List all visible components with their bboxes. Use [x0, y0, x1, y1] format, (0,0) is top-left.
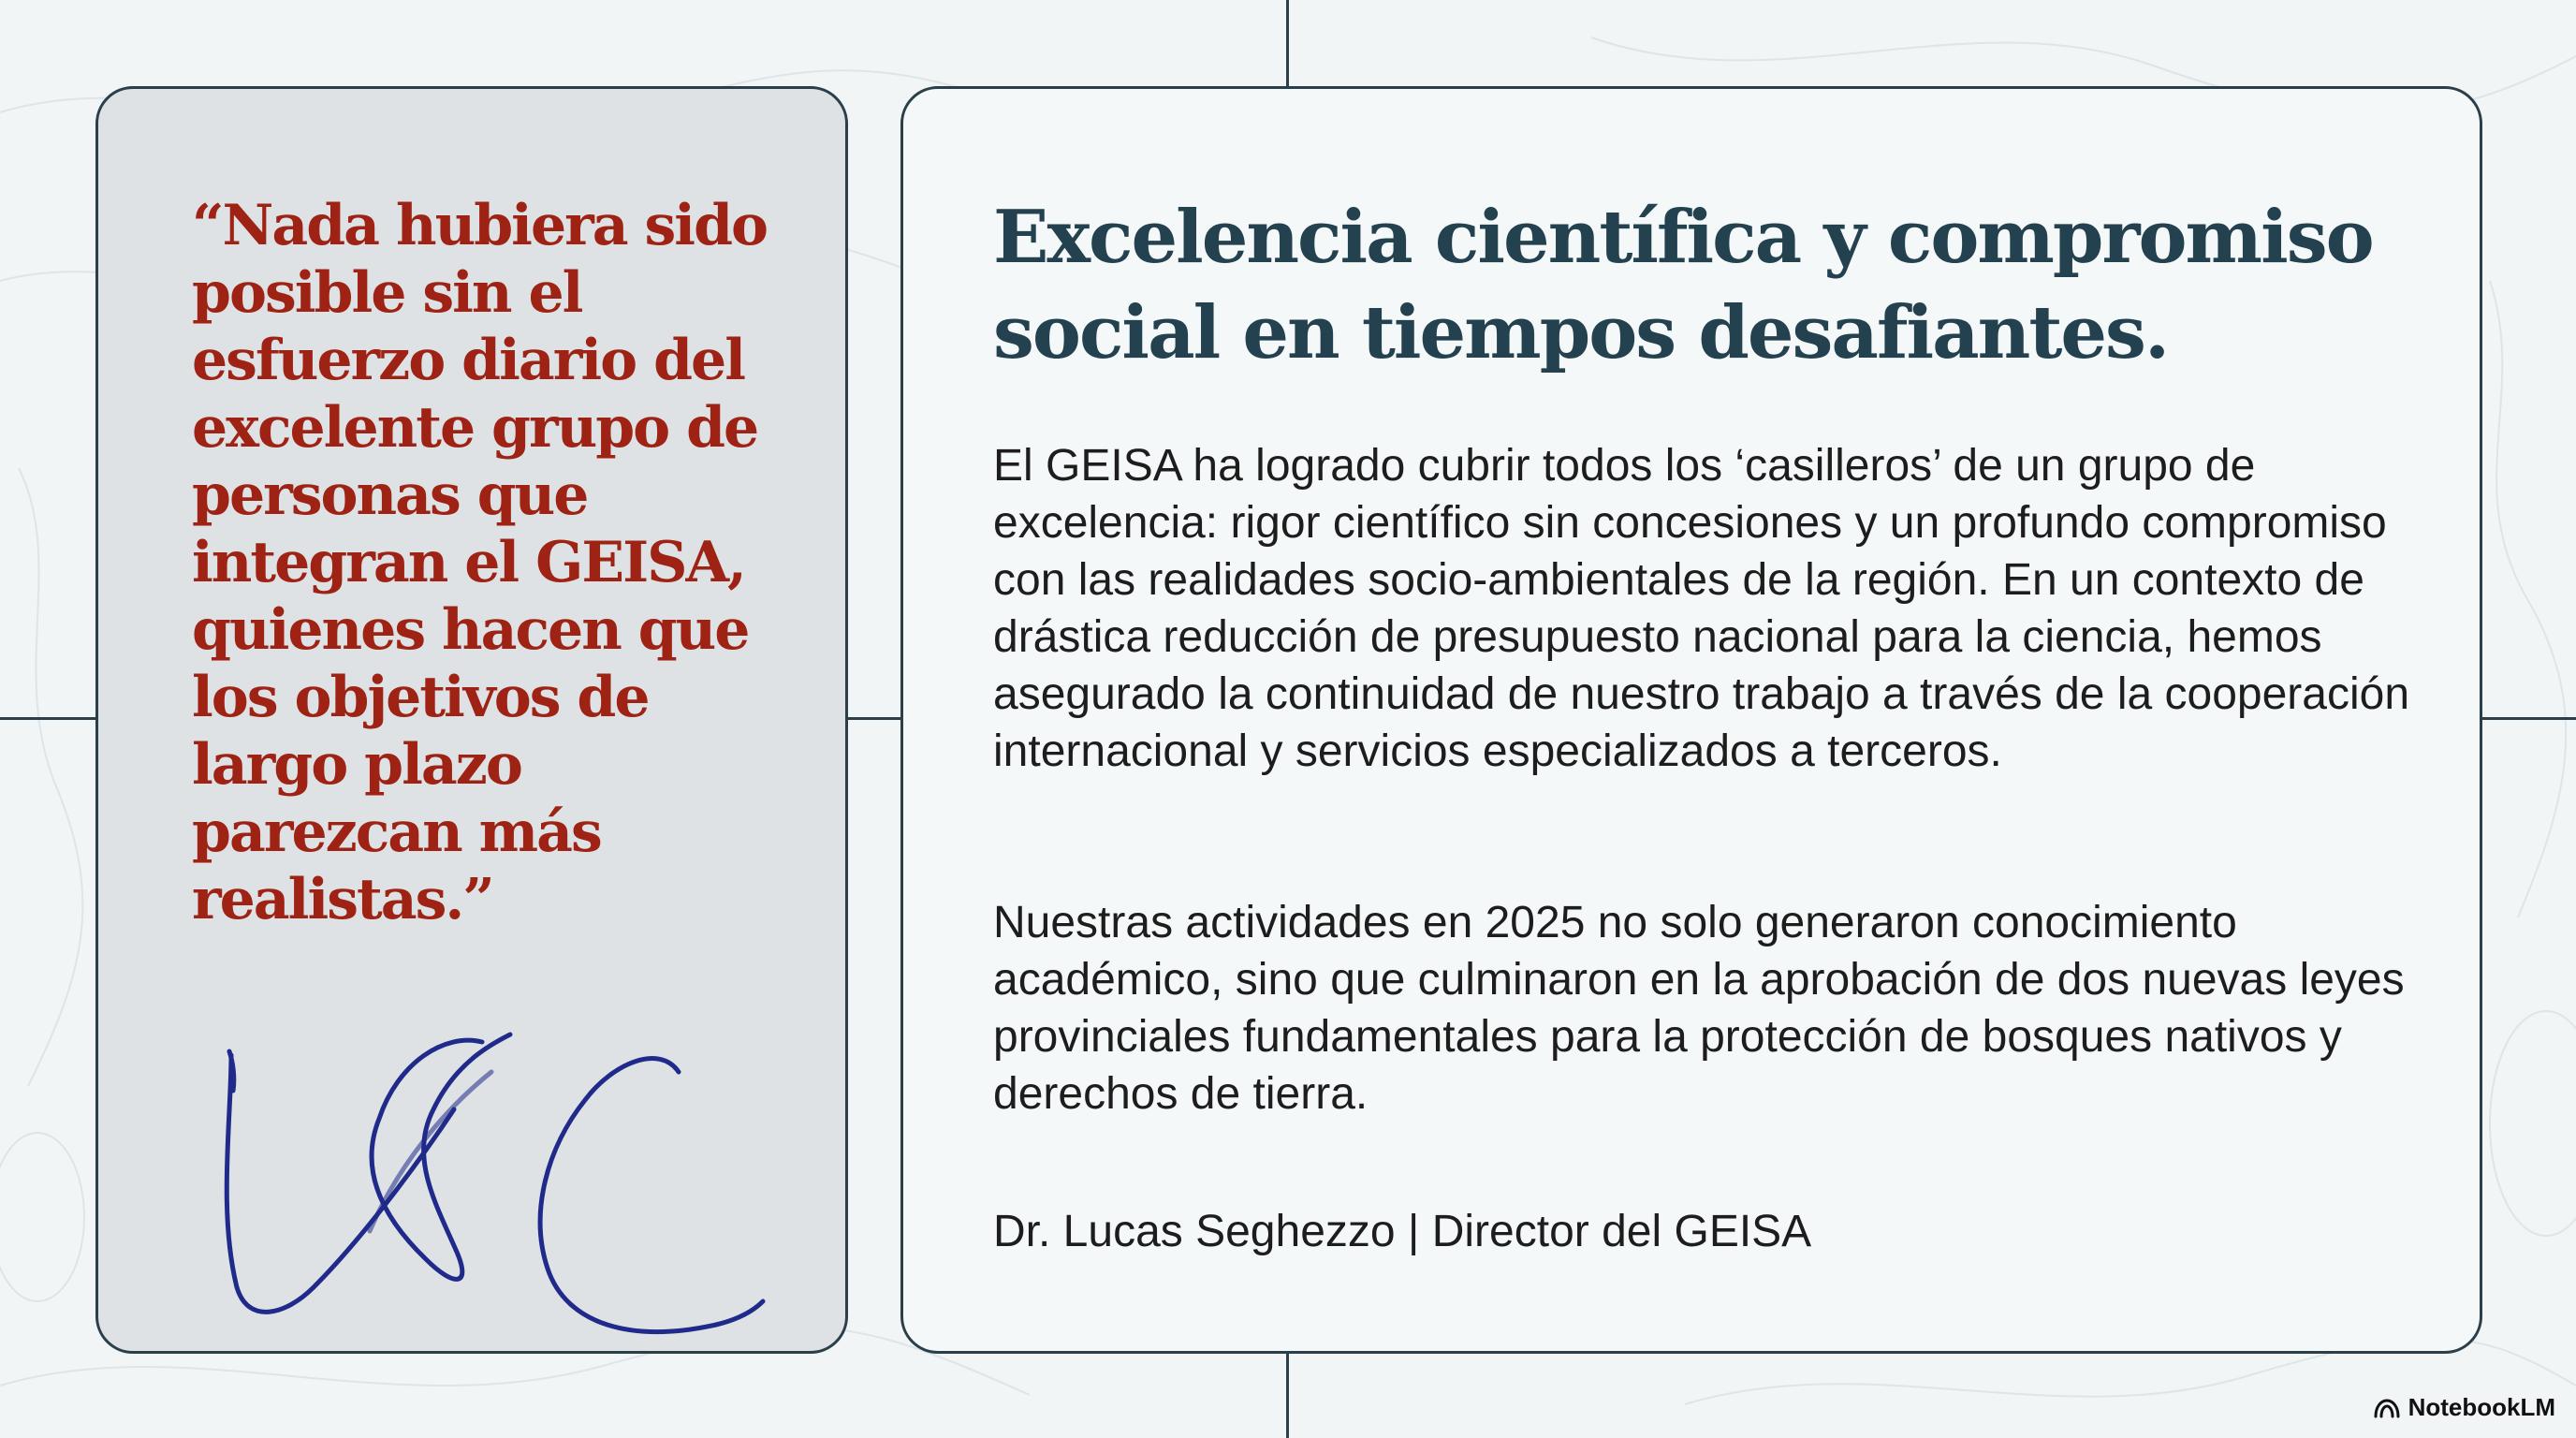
author-line: Dr. Lucas Seghezzo | Director del GEISA [993, 1207, 1812, 1256]
page-title: Excelencia científica y compromiso social en tiempos desafiantes. [993, 195, 2373, 375]
notebooklm-watermark [2373, 1393, 2555, 1422]
guide-line-bottom [1286, 1352, 1289, 1438]
notebooklm-logo-icon [2373, 1398, 2401, 1418]
guide-line-right [2481, 717, 2576, 720]
quote-card [95, 86, 848, 1354]
signature-image [211, 932, 772, 1362]
quote-text: “Nada hubiera sido posible sin el esfuerzo diario del excelente grupo de personas que integran el GEISA, quienes hacen que los objetivos de largo plazo parezcan más realistas.” [192, 193, 768, 932]
brand-label: NotebookLM [2408, 1393, 2555, 1421]
guide-line-left [0, 717, 95, 720]
guide-line-top [1286, 0, 1289, 86]
guide-line-middle [846, 717, 902, 720]
body-paragraph-2: Nuestras actividades en 2025 no solo generaron conocimiento académico, sino que culminaron en la aprobación de dos nuevas leyes provinciales fundamentales para la protección de bosques nativos y derechos de tierra. [993, 898, 2405, 1119]
content-card [900, 86, 2482, 1354]
body-paragraph-1: El GEISA ha logrado cubrir todos los ‘casilleros’ de un grupo de excelencia: rigor científico sin concesiones y un profundo compromiso con las realidades socio-ambientales de la región. En un contexto de drástica reducción de presupuesto nacional para la ciencia, hemos asegurado la continuidad de nuestro trabajo a través de la cooperación internacional y servicios especializados a terceros. [993, 441, 2410, 776]
